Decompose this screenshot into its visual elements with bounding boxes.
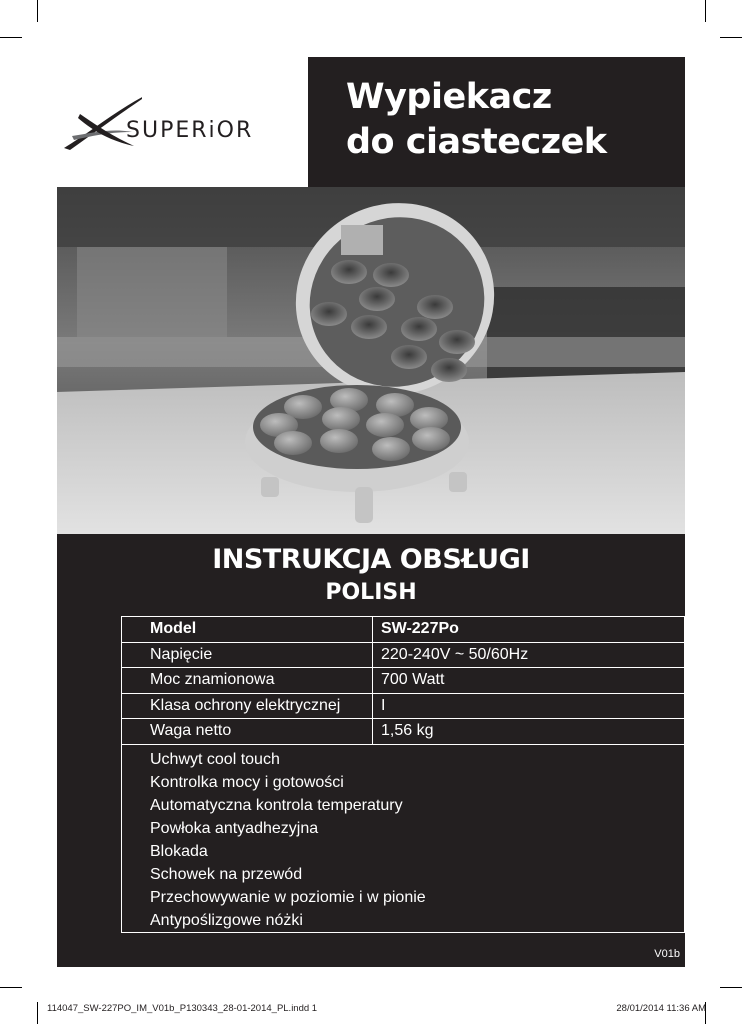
spec-table [121,616,685,933]
table-row [122,617,685,643]
crop-mark [0,37,22,38]
instructions-panel [57,534,685,967]
table-row [122,744,685,932]
feature-item: Blokada [150,842,208,860]
brand-logo [62,86,302,156]
feature-item: Kontrolka mocy i gotowości [150,773,344,791]
feature-list [122,744,685,932]
spec-label: Klasa ochrony elektrycznej [122,693,373,719]
spec-label: Moc znamionowa [122,668,373,694]
product-photo [57,187,685,534]
spec-value: 220-240V ~ 50/60Hz [373,642,685,668]
table-row [122,693,685,719]
language-label: POLISH [325,580,417,605]
footer-date: 28/01/2014 11:36 AM [616,1003,706,1014]
version-label: V01b [654,948,680,960]
crop-mark [720,987,742,988]
feature-item: Powłoka antyadhezyjna [150,819,319,837]
feature-item: Uchwyt cool touch [150,750,280,768]
crop-mark [720,37,742,38]
table-row [122,642,685,668]
logo-wordmark: SUPERiOR [126,118,254,143]
feature-item: Automatyczna kontrola temperatury [150,796,403,814]
spec-value: 700 Watt [373,668,685,694]
spec-label: Model [122,617,373,643]
spec-value: I [373,693,685,719]
crop-mark [37,1002,38,1024]
crop-mark [37,0,38,22]
feature-item: Antypoślizgowe nóżki [150,911,303,929]
footer-filename: 114047_SW-227PO_IM_V01b_P130343_28-01-2014_PL.indd 1 [47,1003,318,1014]
page-title: Wypiekacz do ciasteczek [346,77,607,162]
spec-value: SW-227Po [373,617,685,643]
spec-label: Napięcie [122,642,373,668]
spec-value: 1,56 kg [373,719,685,745]
feature-item: Schowek na przewód [150,865,303,883]
crop-mark [0,987,22,988]
manual-heading: INSTRUKCJA OBSŁUGI [212,544,530,575]
feature-item: Przechowywanie w poziomie i w pionie [150,888,426,906]
crop-mark [705,0,706,22]
table-row [122,668,685,694]
table-row [122,719,685,745]
spec-label: Waga netto [122,719,373,745]
title-banner [308,57,685,187]
